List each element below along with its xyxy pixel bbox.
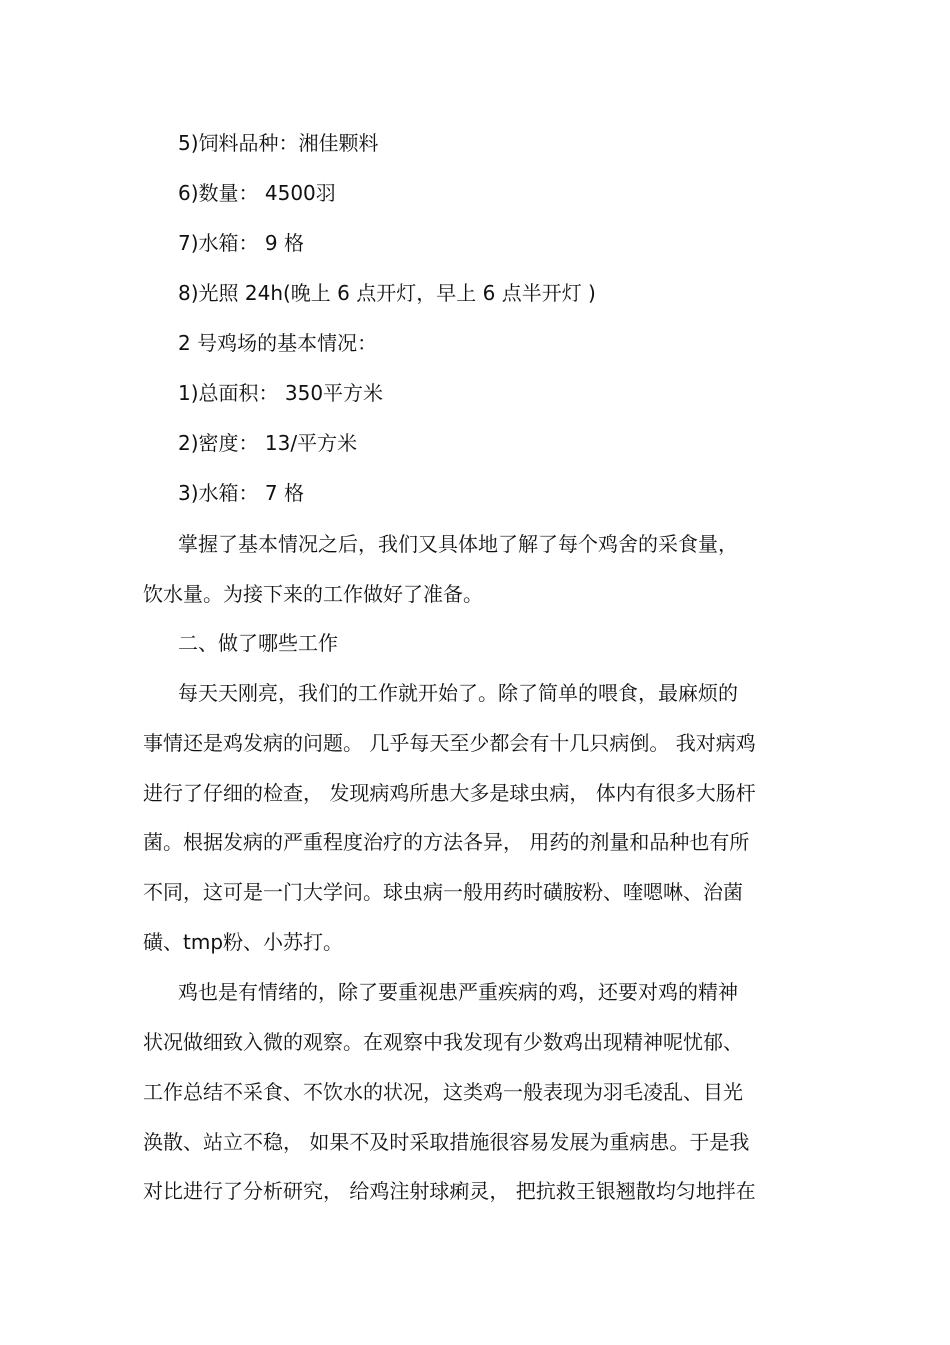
feed-type-line: 5)饲料品种：湘佳颗料 [178, 131, 379, 155]
paragraph-line: 掌握了基本情况之后，我们又具体地了解了每个鸡舍的采食量， [178, 532, 738, 556]
water-tank-line: 7)水箱： 9 格 [178, 231, 304, 255]
paragraph-line: 每天天刚亮，我们的工作就开始了。除了简单的喂食，最麻烦的 [178, 681, 738, 705]
section-heading: 二、做了哪些工作 [178, 631, 338, 655]
density-line: 2)密度： 13/平方米 [178, 431, 358, 455]
lighting-line: 8)光照 24h(晚上 6 点开灯，早上 6 点半开灯 ) [178, 281, 596, 305]
paragraph-line: 磺、tmp粉、小苏打。 [143, 930, 344, 954]
paragraph-line: 饮水量。为接下来的工作做好了准备。 [143, 582, 483, 606]
paragraph-line: 涣散、站立不稳， 如果不及时采取措施很容易发展为重病患。于是我 [143, 1130, 750, 1154]
paragraph-line: 鸡也是有情绪的，除了要重视患严重疾病的鸡，还要对鸡的精神 [178, 980, 738, 1004]
total-area-line: 1)总面积： 350平方米 [178, 381, 384, 405]
paragraph-line: 对比进行了分析研究， 给鸡注射球痢灵， 把抗救王银翘散均匀地拌在 [143, 1179, 756, 1203]
paragraph-line: 进行了仔细的检查， 发现病鸡所患大多是球虫病， 体内有很多大肠杆 [143, 781, 756, 805]
paragraph-line: 菌。根据发病的严重程度治疗的方法各异， 用药的剂量和品种也有所 [143, 830, 750, 854]
quantity-line: 6)数量： 4500羽 [178, 181, 336, 205]
paragraph-line: 事情还是鸡发病的问题。 几乎每天至少都会有十几只病倒。 我对病鸡 [143, 731, 756, 755]
water-tank-2-line: 3)水箱： 7 格 [178, 481, 304, 505]
paragraph-line: 状况做细致入微的观察。在观察中我发现有少数鸡出现精神呢忧郁、 [143, 1030, 743, 1054]
farm-2-heading: 2 号鸡场的基本情况： [178, 331, 378, 355]
paragraph-line: 不同，这可是一门大学问。球虫病一般用药时磺胺粉、喹嗯啉、治菌 [143, 880, 743, 904]
paragraph-line: 工作总结不采食、不饮水的状况，这类鸡一般表现为羽毛凌乱、目光 [143, 1080, 743, 1104]
